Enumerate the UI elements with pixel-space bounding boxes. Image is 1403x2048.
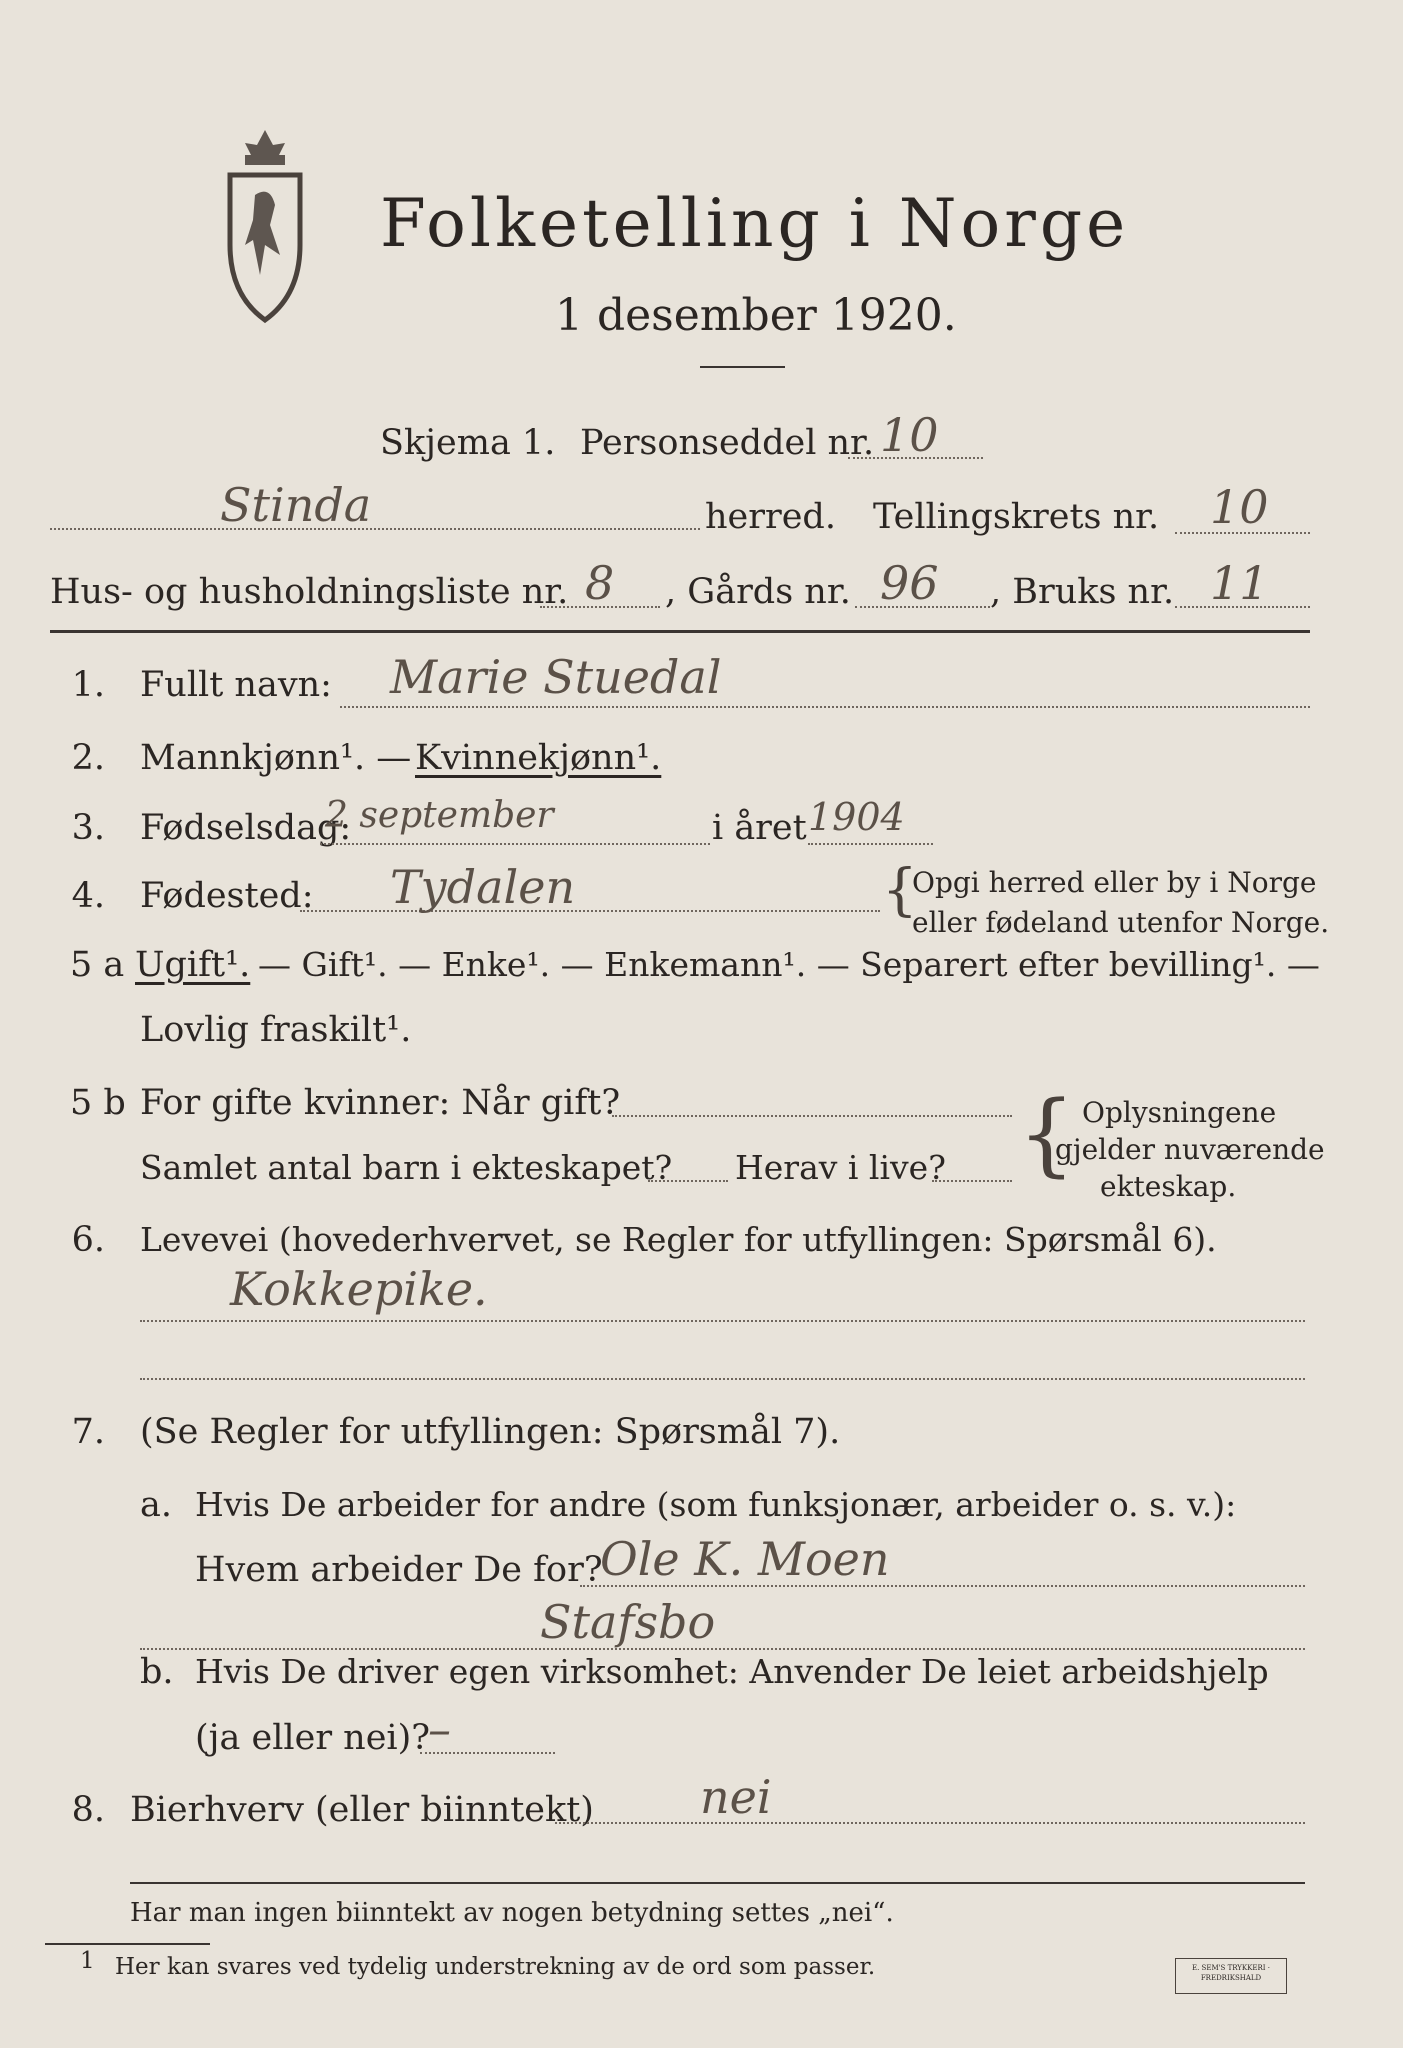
q8-value[interactable]: nei	[700, 1770, 772, 1824]
footer-rule	[130, 1882, 1305, 1884]
q2-female[interactable]: Kvinnekjønn¹.	[415, 738, 662, 778]
coat-of-arms-icon	[215, 125, 315, 325]
q8-number: 8.	[71, 1790, 105, 1830]
bruks-value[interactable]: 11	[1210, 556, 1269, 610]
q7-label: (Se Regler for utfyllingen: Spørsmål 7).	[140, 1412, 841, 1452]
q6-line-1	[140, 1320, 1305, 1322]
form-title: Folketelling i Norge	[380, 185, 1130, 262]
bruks-label: , Bruks nr.	[990, 572, 1175, 612]
tellingskrets-value[interactable]: 10	[1210, 480, 1269, 534]
q6-line-2	[140, 1378, 1305, 1380]
q1-number: 1.	[71, 665, 105, 705]
printer-text: E. SEM'S TRYKKERI · FREDRIKSHALD	[1192, 1964, 1270, 1982]
q7a-value-1[interactable]: Ole K. Moen	[600, 1532, 890, 1586]
q8-line	[555, 1822, 1305, 1824]
q7a-label: Hvis De arbeider for andre (som funksjonær, arbeider o. s. v.):	[195, 1485, 1237, 1524]
q5a-number: 5 a	[70, 945, 125, 985]
q5a-options: — Gift¹. — Enke¹. — Enkemann¹. — Separert efter bevilling¹. —	[258, 945, 1320, 984]
q5a-line2: Lovlig fraskilt¹.	[140, 1010, 412, 1050]
q1-line	[340, 706, 1310, 708]
q3-label: Fødselsdag:	[140, 808, 352, 848]
q5b-note-1: Oplysningene	[1082, 1096, 1277, 1129]
header-rule	[50, 630, 1310, 633]
gards-label: , Gårds nr.	[665, 572, 851, 612]
q1-label: Fullt navn:	[140, 665, 332, 705]
q5b-number: 5 b	[70, 1083, 126, 1123]
q7b-letter: b.	[140, 1652, 174, 1692]
q4-number: 4.	[71, 876, 105, 916]
q7a-value-2[interactable]: Stafsbo	[540, 1595, 716, 1649]
herred-line	[50, 528, 700, 530]
footnote-mark: 1	[80, 1948, 95, 1974]
q4-line	[300, 910, 880, 912]
q3-year-label: i året	[712, 808, 807, 848]
skjema-label: Skjema 1.	[380, 423, 556, 463]
q5b-children-label: Samlet antal barn i ekteskapet?	[140, 1148, 673, 1187]
q5b-brace: {	[1018, 1082, 1076, 1187]
q7b-value[interactable]: –	[428, 1702, 451, 1756]
title-divider	[700, 366, 785, 368]
q2-number: 2.	[71, 738, 105, 778]
q4-value[interactable]: Tydalen	[390, 860, 576, 914]
hus-value[interactable]: 8	[585, 556, 615, 610]
q7a-line-2	[140, 1648, 1305, 1650]
q2-male: Mannkjønn¹. —	[140, 738, 412, 778]
q5b-label: For gifte kvinner: Når gift?	[140, 1083, 621, 1123]
q1-value[interactable]: Marie Stuedal	[390, 650, 722, 704]
q4-brace: {	[882, 858, 918, 923]
q4-note-1: Opgi herred eller by i Norge	[912, 866, 1317, 899]
q5b-alive-line	[932, 1180, 1012, 1182]
q5b-note-3: ekteskap.	[1100, 1170, 1237, 1203]
q8-label: Bierhverv (eller biinntekt)	[130, 1790, 594, 1830]
q3-line	[320, 843, 710, 845]
personseddel-value[interactable]: 10	[880, 408, 939, 462]
q3-year-value[interactable]: 1904	[808, 795, 905, 839]
q7a-who-label: Hvem arbeider De for?	[195, 1550, 603, 1590]
footer-note: Har man ingen biinntekt av nogen betydning settes „nei“.	[130, 1898, 894, 1928]
q3-year-line	[808, 843, 933, 845]
footnote-text: Her kan svares ved tydelig understrekning av de ord som passer.	[115, 1954, 876, 1980]
q7-number: 7.	[71, 1412, 105, 1452]
q6-label: Levevei (hovederhvervet, se Regler for utfyllingen: Spørsmål 6).	[140, 1220, 1217, 1259]
footnote-rule	[45, 1943, 210, 1945]
q7a-letter: a.	[140, 1485, 172, 1525]
gards-value[interactable]: 96	[880, 556, 939, 610]
q7b-label: Hvis De driver egen virksomhet: Anvender De leiet arbeidshjelp	[195, 1652, 1269, 1691]
q5b-note-2: gjelder nuværende	[1055, 1133, 1325, 1166]
q4-label: Fødested:	[140, 876, 314, 916]
personseddel-label: Personseddel nr.	[580, 423, 875, 463]
form-date: 1 desember 1920.	[555, 290, 957, 341]
q3-number: 3.	[71, 808, 105, 848]
q5a-ugift[interactable]: Ugift¹.	[135, 945, 251, 985]
q5b-line	[612, 1115, 1012, 1117]
herred-label: herred.	[705, 497, 836, 537]
q6-value[interactable]: Kokkepike.	[230, 1262, 488, 1316]
printer-mark	[1175, 1958, 1287, 1994]
q6-number: 6.	[71, 1220, 105, 1260]
q7b-label-2: (ja eller nei)?	[195, 1718, 431, 1758]
hus-label: Hus- og husholdningsliste nr.	[50, 572, 569, 612]
q5b-children-line	[648, 1180, 728, 1182]
q4-note-2: eller fødeland utenfor Norge.	[912, 906, 1330, 939]
tellingskrets-label: Tellingskrets nr.	[873, 497, 1160, 537]
q5b-alive-label: Herav i live?	[735, 1148, 946, 1187]
herred-value[interactable]: Stinda	[220, 478, 372, 532]
q3-value[interactable]: 2 september	[325, 795, 554, 836]
